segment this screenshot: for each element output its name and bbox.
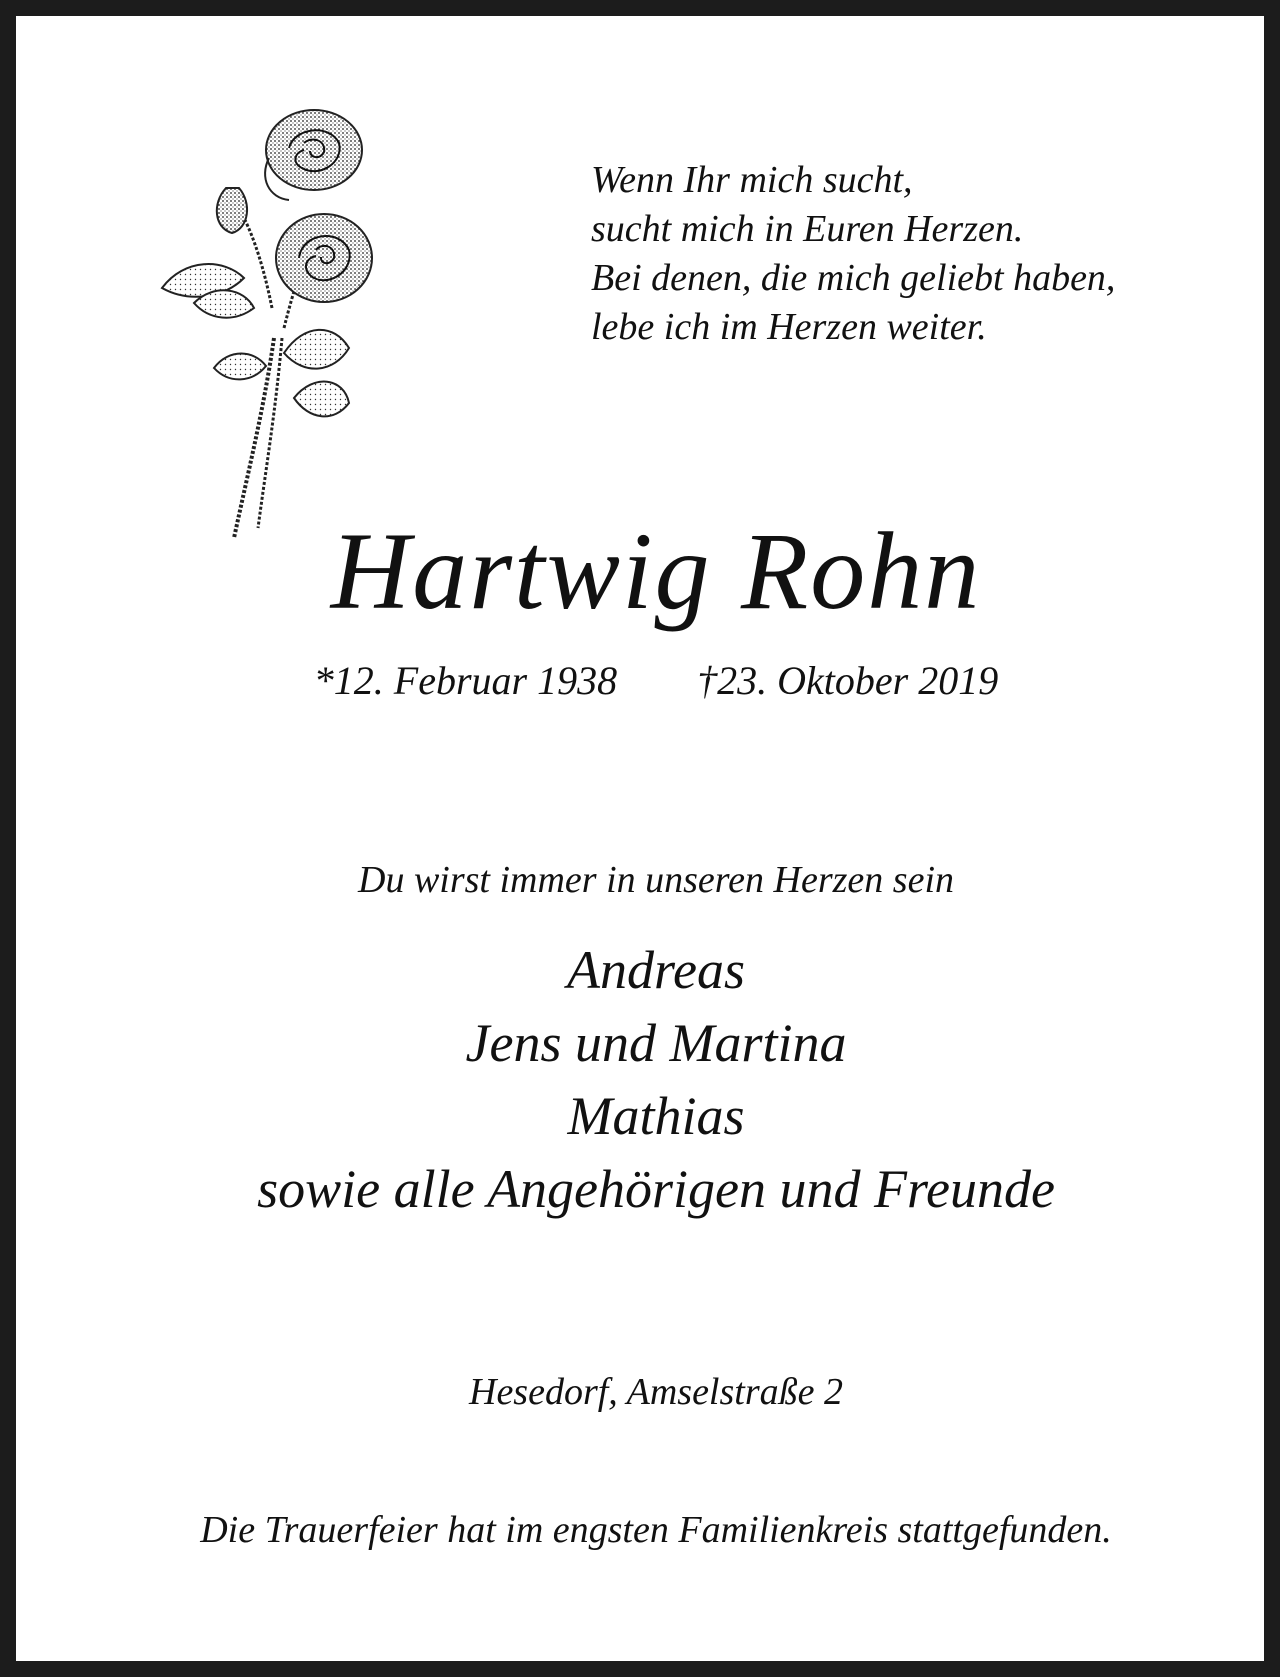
- death-date: †23. Oktober 2019: [697, 658, 999, 703]
- address: Hesedorf, Amselstraße 2: [469, 1371, 843, 1413]
- poem-line: lebe ich im Herzen weiter.: [591, 306, 987, 348]
- poem: [591, 156, 1231, 352]
- mourner: sowie alle Angehörigen und Freunde: [257, 1159, 1055, 1219]
- rose-icon: [154, 108, 394, 548]
- poem-line: Wenn Ihr mich sucht,: [591, 159, 913, 201]
- life-dates: [16, 656, 1280, 706]
- mourner: Andreas: [567, 940, 745, 1000]
- deceased-name: Hartwig Rohn: [330, 510, 982, 632]
- mourner: Mathias: [567, 1086, 745, 1146]
- mourners-list: [16, 934, 1280, 1226]
- poem-line: Bei denen, die mich geliebt haben,: [591, 257, 1116, 299]
- poem-line: sucht mich in Euren Herzen.: [591, 208, 1024, 250]
- birth-date: *12. Februar 1938: [313, 658, 618, 703]
- funeral-notice: Die Trauerfeier hat im engsten Familienkreis stattgefunden.: [200, 1509, 1112, 1551]
- tribute-line: Du wirst immer in unseren Herzen sein: [358, 859, 954, 901]
- mourner: Jens und Martina: [465, 1013, 847, 1073]
